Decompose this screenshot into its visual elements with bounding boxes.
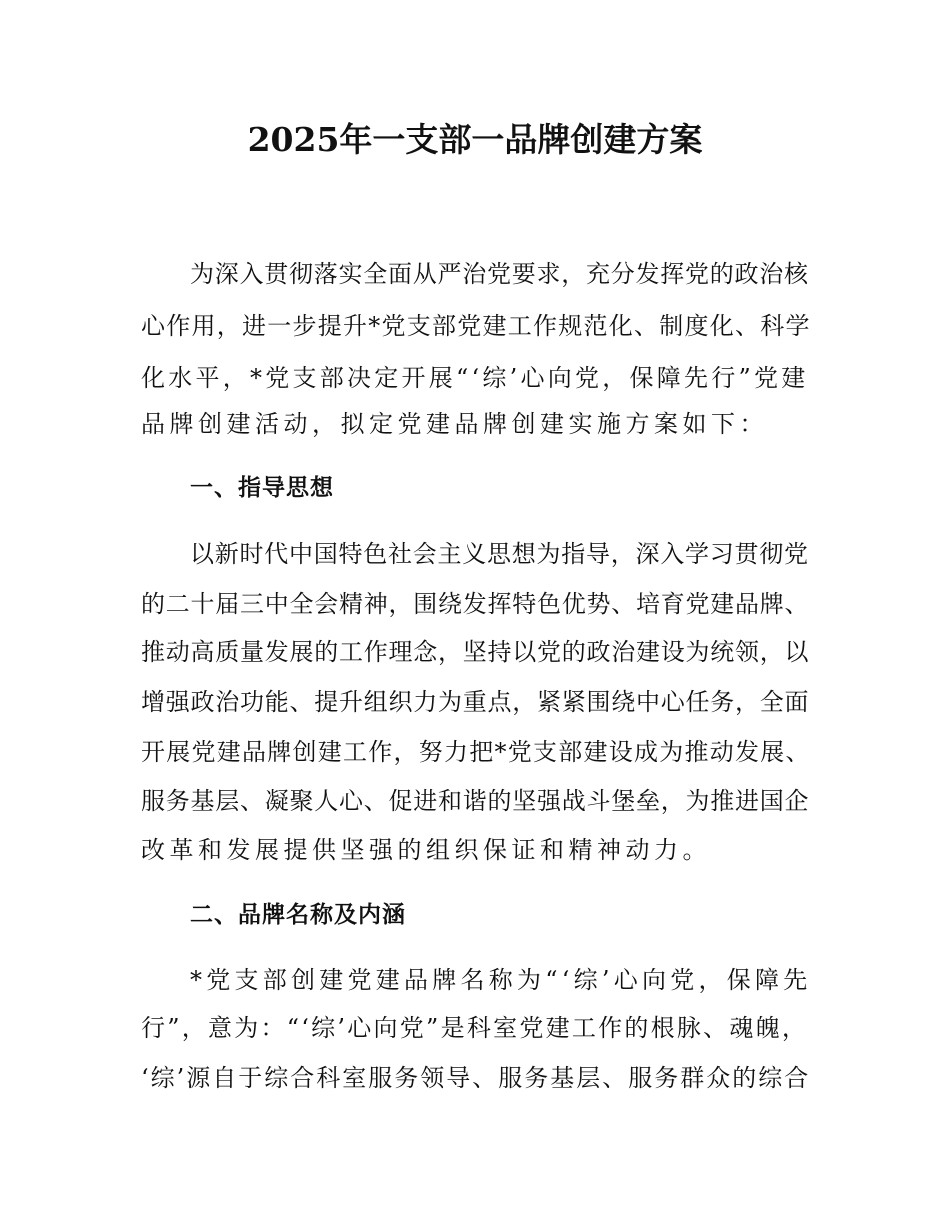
section1-line-3: 推动高质量发展的工作理念，坚持以党的政治建设为统领，以 (141, 638, 810, 666)
section1-line-6: 服务基层、凝聚人心、促进和谐的坚强战斗堡垒，为推进国企 (141, 787, 810, 815)
section1-line-2: 的二十届三中全会精神，围绕发挥特色优势、培育党建品牌、 (141, 590, 810, 618)
intro-line-1: 为深入贯彻落实全面从严治党要求，充分发挥党的政治核 (190, 260, 809, 288)
section-heading-brand-name: 二、品牌名称及内涵 (190, 902, 406, 928)
section1-line-4: 增强政治功能、提升组织力为重点，紧紧围绕中心任务，全面 (141, 688, 810, 716)
section1-line-5: 开展党建品牌创建工作，努力把*党支部建设成为推动发展、 (141, 738, 811, 766)
section1-line-1: 以新时代中国特色社会主义思想为指导，深入学习贯彻党 (190, 540, 809, 568)
intro-line-3: 化水平，*党支部决定开展“‘综’心向党，保障先行”党建 (141, 364, 809, 392)
intro-line-2: 心作用，进一步提升*党支部党建工作规范化、制度化、科学 (141, 312, 811, 340)
section2-line-2: 行”，意为：“‘综’心向党”是科室党建工作的根脉、魂魄， (141, 1014, 809, 1042)
section2-line-1: *党支部创建党建品牌名称为“‘综’心向党，保障先 (190, 966, 812, 994)
section2-line-3: ‘综’源自于综合科室服务领导、服务基层、服务群众的综合 (141, 1064, 811, 1092)
section1-line-7: 改革和发展提供坚强的组织保证和精神动力。 (141, 836, 711, 864)
intro-line-4: 品牌创建活动，拟定党建品牌创建实施方案如下： (141, 410, 768, 438)
document-title: 2025年一支部一品牌创建方案 (247, 120, 703, 159)
section-heading-guiding-ideology: 一、指导思想 (190, 475, 334, 501)
